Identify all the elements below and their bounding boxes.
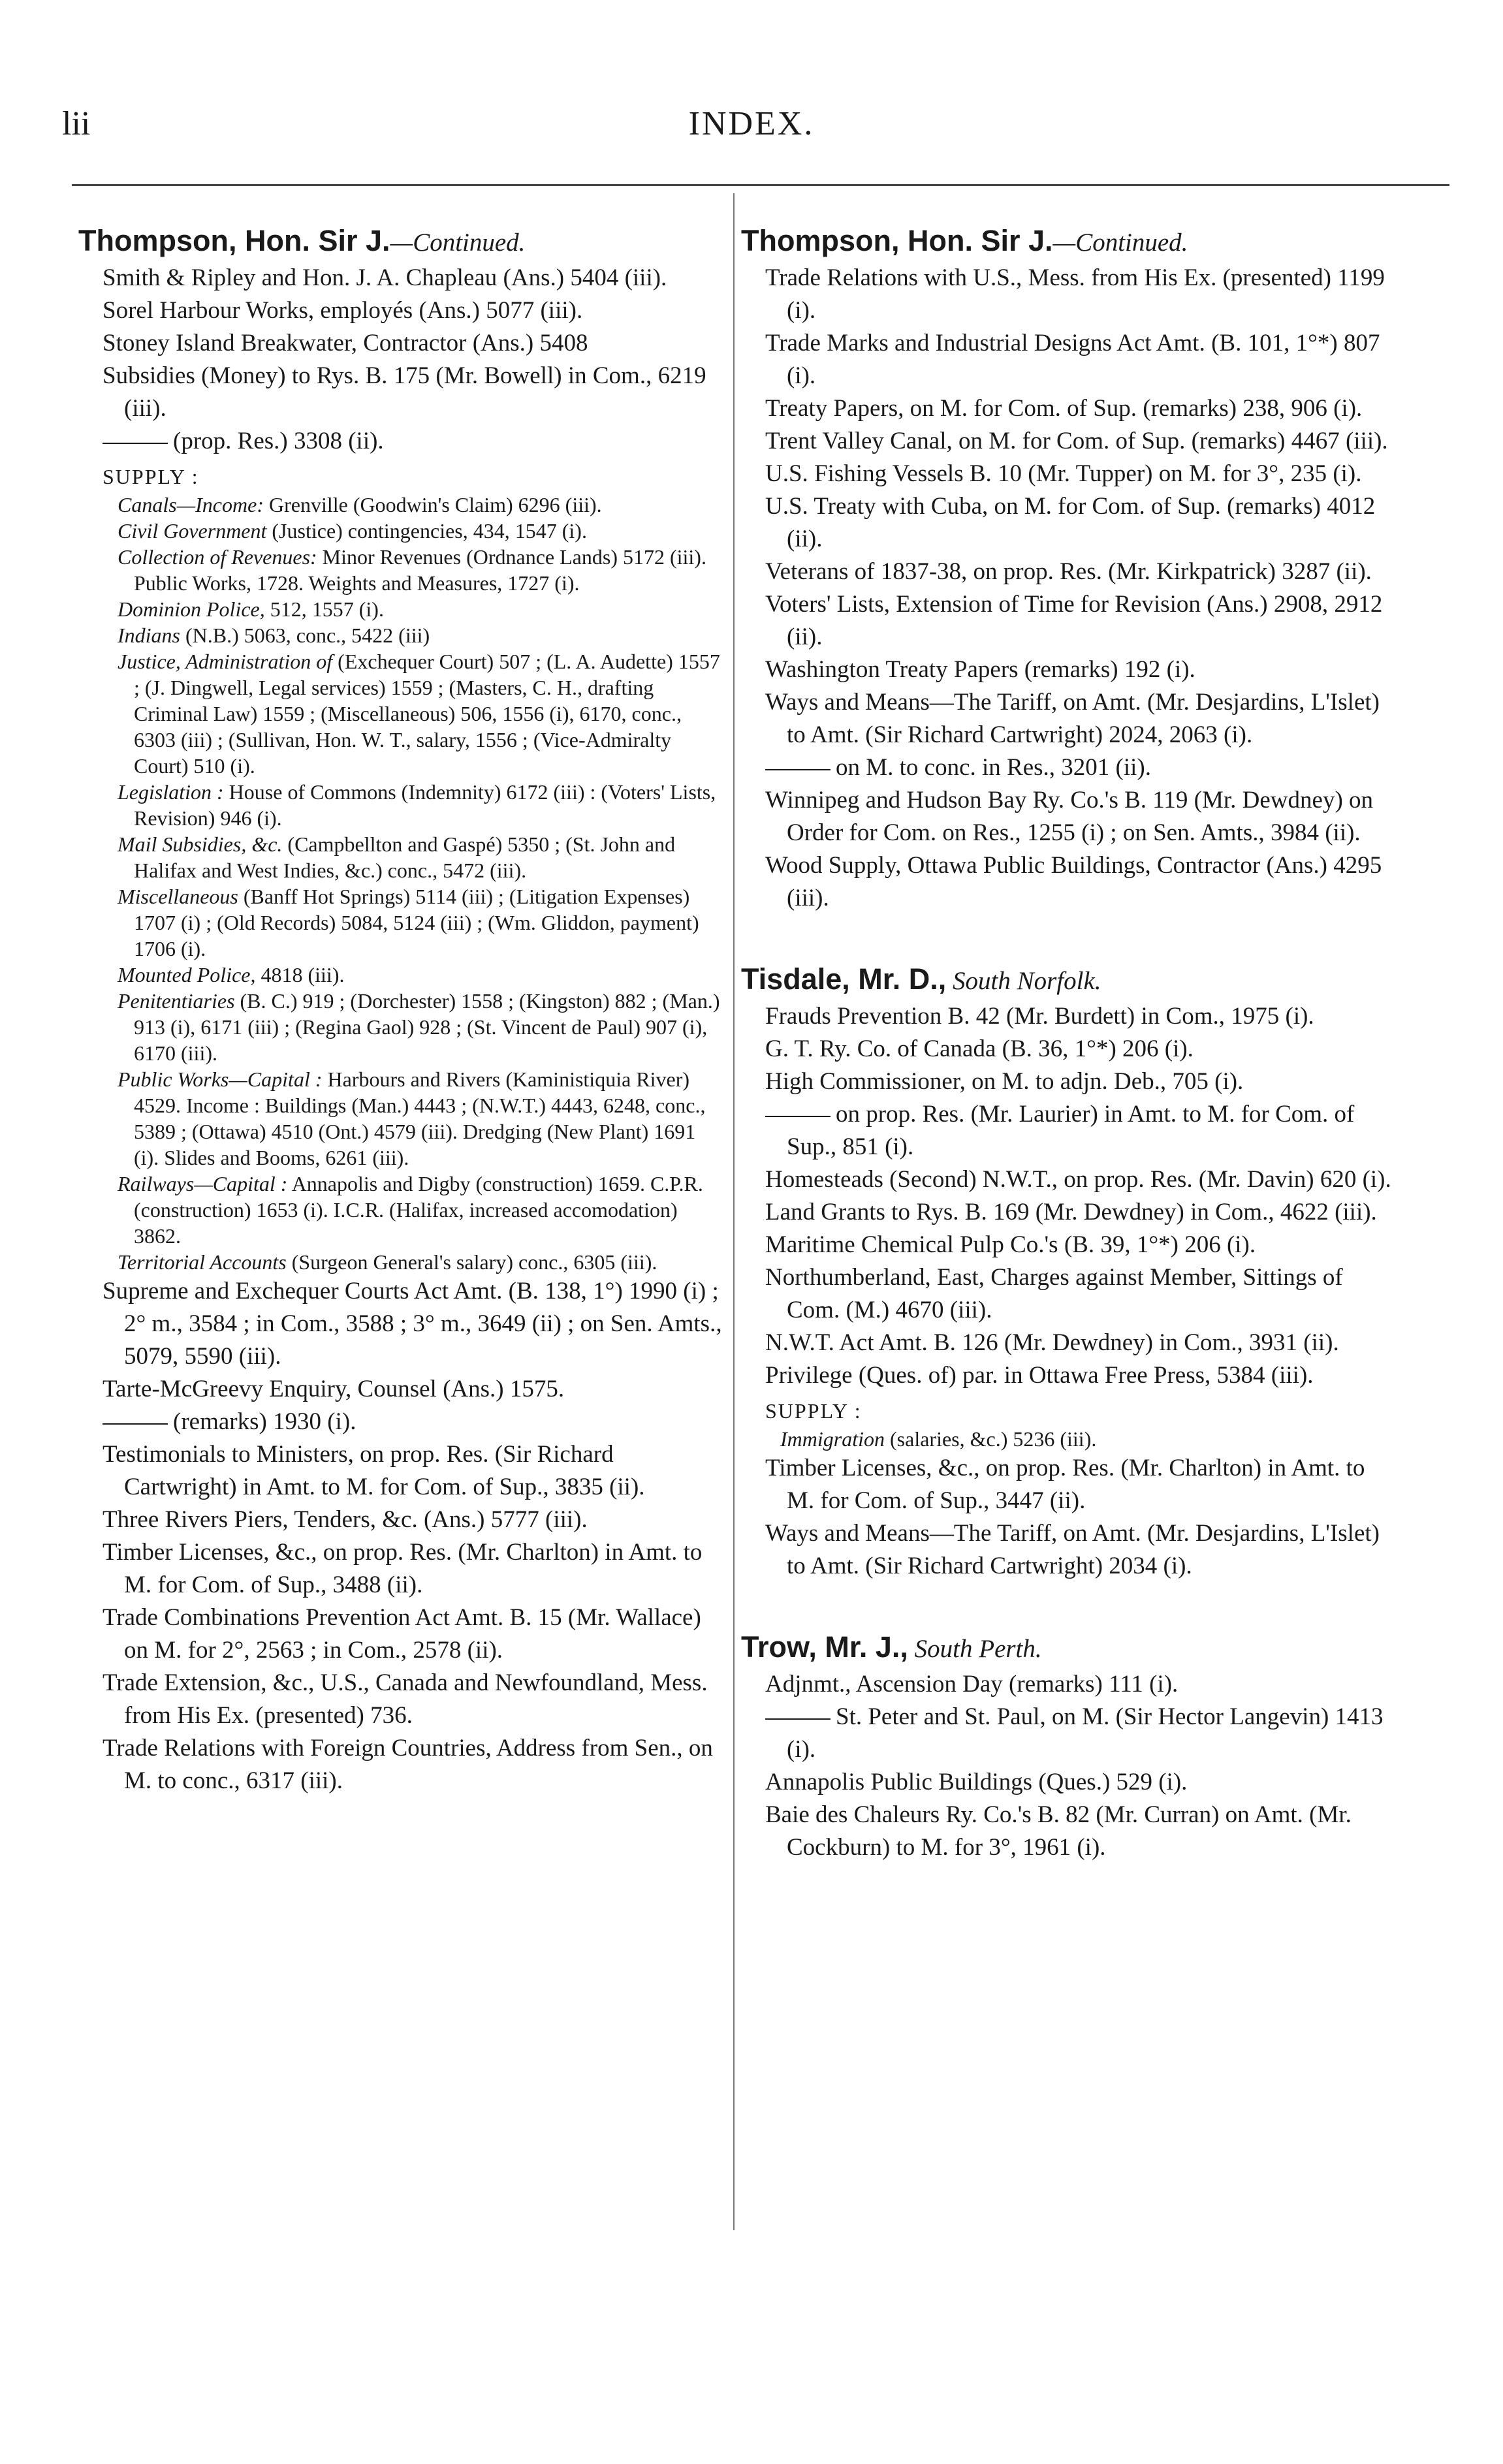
index-entry: Smith & Ripley and Hon. J. A. Chapleau (Ans.) 5404 (iii). [103,264,667,291]
index-entry: Privilege (Ques. of) par. in Ottawa Free Press, 5384 (iii). [765,1362,1314,1389]
supply-topic: Mounted Police, [118,963,256,987]
supply-topic: Miscellaneous [118,885,238,908]
supply-item [78,518,725,544]
index-entry: Homesteads (Second) N.W.T., on prop. Res. (Mr. Davin) 620 (i). [765,1166,1391,1193]
index-entry: Trade Marks and Industrial Designs Act Amt. (B. 101, 1°*) 807 (i). [765,330,1380,389]
running-title: INDEX. [688,105,815,142]
continued-label: —Continued. [1052,229,1188,257]
continued-label: —Continued. [390,229,526,257]
supply-text: (salaries, &c.) 5236 (iii). [885,1427,1097,1451]
index-entry: Adjnmt., Ascension Day (remarks) 111 (i). [765,1671,1179,1698]
supply-text: Annapolis and Digby (construction) 1659. C.P.R. (construction) 1653 (i). I.C.R. (Halifax, increased accomodation) 3862. [134,1172,703,1248]
index-entry: Ways and Means—The Tariff, on Amt. (Mr. Desjardins, L'Islet) to Amt. (Sir Richard Cartwright) 2034 (i). [765,1520,1380,1579]
entry-text: on M. to conc. in Res., 3201 (ii). [836,754,1152,781]
index-entry-ditto [78,425,725,458]
supply-label: SUPPLY : [765,1399,862,1423]
supply-label: SUPPLY : [103,465,199,488]
index-entry: Subsidies (Money) to Rys. B. 175 (Mr. Bowell) in Com., 6219 (iii). [103,362,706,422]
index-entry: Treaty Papers, on M. for Com. of Sup. (remarks) 238, 906 (i). [765,395,1363,422]
index-entry: Timber Licenses, &c., on prop. Res. (Mr. Charlton) in Amt. to M. for Com. of Sup., 3447 (ii). [765,1455,1365,1514]
header-rule [72,184,1449,186]
supply-text: Harbours and Rivers (Kaministiquia River) 4529. Income : Buildings (Man.) 4443 ; (N.W.T.) 4443, 6248, conc., 5389 ; (Ottawa) 4510 (Ont.) 4579 (iii). Dredging (New Plant) 1691 (i). Slides and Booms, 6261 (iii). [134,1067,706,1169]
index-entry: Land Grants to Rys. B. 169 (Mr. Dewdney) in Com., 4622 (iii). [765,1199,1377,1225]
supply-item [78,622,725,648]
index-entry: U.S. Treaty with Cuba, on M. for Com. of Sup. (remarks) 4012 (ii). [765,493,1376,552]
index-entry: Tarte-McGreevy Enquiry, Counsel (Ans.) 1575. [103,1376,565,1402]
supply-text: 512, 1557 (i). [264,597,384,621]
index-entry: Timber Licenses, &c., on prop. Res. (Mr. Charlton) in Amt. to M. for Com. of Sup., 3488 (ii). [103,1539,703,1598]
supply-text: Minor Revenues (Ordnance Lands) 5172 (iii). Public Works, 1728. Weights and Measures, 1727 (i). [134,545,706,595]
thompson-block [741,222,1394,915]
supply-text: (Banff Hot Springs) 5114 (iii) ; (Litigation Expenses) 1707 (i) ; (Old Records) 5084, 5124 (iii) ; (Wm. Gliddon, payment) 1706 (i). [134,885,699,960]
member-name: Tisdale, Mr. D., [741,962,947,996]
supply-topic: Collection of Revenues: [118,545,317,569]
index-entry: Maritime Chemical Pulp Co.'s (B. 39, 1°*) 206 (i). [765,1231,1256,1258]
index-entry: High Commissioner, on M. to adjn. Deb., 705 (i). [765,1068,1244,1095]
index-entry-ditto [741,751,1394,784]
constituency-label: South Norfolk. [946,967,1101,995]
supply-item [78,1249,725,1275]
supply-topic: Canals—Income: [118,493,264,516]
supply-text: (Exchequer Court) 507 ; (L. A. Audette) 1557 ; (J. Dingwell, Legal services) 1559 ; (Masters, C. H., drafting Criminal Law) 1559 ; (Miscellaneous) 506, 1556 (i), 6170, conc., 6303 (iii) ; (Sullivan, Hon. W. T., salary, 1556 ; (Vice-Admiralty Court) 510 (i). [134,650,720,778]
index-entry-ditto [78,1406,725,1438]
supply-item [78,648,725,779]
supply-topic: Justice, Administration of [118,650,333,673]
supply-topic: Legislation : [118,780,224,804]
supply-text: (Justice) contingencies, 434, 1547 (i). [266,519,587,543]
block-gap [741,1583,1394,1628]
entry-heading [741,960,1394,1000]
index-entry: Wood Supply, Ottawa Public Buildings, Contractor (Ans.) 4295 (iii). [765,852,1382,911]
supply-item [78,831,725,883]
index-entry: Voters' Lists, Extension of Time for Revision (Ans.) 2908, 2912 (ii). [765,591,1383,650]
supply-item [78,988,725,1066]
index-entry: Testimonials to Ministers, on prop. Res. (Sir Richard Cartwright) in Amt. to M. for Com. of Sup., 3835 (ii). [103,1441,645,1500]
entry-text: (prop. Res.) 3308 (ii). [173,428,384,454]
ditto-dash [765,1116,831,1117]
index-entry: Sorel Harbour Works, employés (Ans.) 5077 (iii). [103,297,583,324]
supply-topic: Public Works—Capital : [118,1067,323,1091]
supply-topic: Dominion Police, [118,597,265,621]
member-name: Trow, Mr. J., [741,1630,908,1664]
index-entry: Washington Treaty Papers (remarks) 192 (i). [765,656,1195,683]
entry-heading [741,222,1394,262]
supply-topic: Civil Government [118,519,267,543]
entry-text: St. Peter and St. Paul, on M. (Sir Hector Langevin) 1413 (i). [787,1703,1384,1763]
supply-item [741,1426,1394,1452]
index-entry: Annapolis Public Buildings (Ques.) 529 (i). [765,1769,1188,1795]
supply-topic: Railways—Capital : [118,1172,288,1195]
supply-topic: Territorial Accounts [118,1250,287,1274]
tisdale-block [741,960,1394,1583]
ditto-dash [765,1718,831,1720]
block-gap [741,915,1394,960]
page-header [0,98,1503,157]
index-entry: Winnipeg and Hudson Bay Ry. Co.'s B. 119 (Mr. Dewdney) on Order for Com. on Res., 1255 (i) ; on Sen. Amts., 3984 (ii). [765,787,1374,846]
index-entry: G. T. Ry. Co. of Canada (B. 36, 1°*) 206 (i). [765,1035,1194,1062]
index-entry: Trade Extension, &c., U.S., Canada and Newfoundland, Mess. from His Ex. (presented) 736. [103,1669,708,1729]
supply-text: (B. C.) 919 ; (Dorchester) 1558 ; (Kingston) 882 ; (Man.) 913 (i), 6171 (iii) ; (Regina Gaol) 928 ; (St. Vincent de Paul) 907 (i), 6170 (iii). [134,989,720,1065]
ditto-dash [103,1423,168,1425]
supply-item [78,596,725,622]
index-entry: Trade Relations with U.S., Mess. from His Ex. (presented) 1199 (i). [765,264,1385,324]
entry-heading [741,1628,1394,1668]
ditto-dash [103,443,168,444]
ditto-dash [765,769,831,770]
index-entry: Ways and Means—The Tariff, on Amt. (Mr. Desjardins, L'Islet) to Amt. (Sir Richard Cartwright) 2024, 2063 (i). [765,689,1380,748]
left-column [78,222,725,1797]
supply-text: House of Commons (Indemnity) 6172 (iii) : (Voters' Lists, Revision) 946 (i). [134,780,716,830]
supply-topic: Immigration [780,1427,885,1451]
index-entry: U.S. Fishing Vessels B. 10 (Mr. Tupper) on M. for 3°, 235 (i). [765,460,1362,487]
index-entry: Veterans of 1837-38, on prop. Res. (Mr. Kirkpatrick) 3287 (ii). [765,558,1372,585]
index-entry: Supreme and Exchequer Courts Act Amt. (B. 138, 1°) 1990 (i) ; 2° m., 3584 ; in Com., 3588 ; 3° m., 3649 (ii) ; on Sen. Amts., 5079, 5590 (iii). [103,1278,722,1370]
supply-item [78,962,725,988]
constituency-label: South Perth. [908,1635,1042,1663]
index-entry: Three Rivers Piers, Tenders, &c. (Ans.) 5777 (iii). [103,1506,588,1533]
index-entry: Baie des Chaleurs Ry. Co.'s B. 82 (Mr. Curran) on Amt. (Mr. Cockburn) to M. for 3°, 1961 (i). [765,1801,1352,1861]
index-entry-ditto [741,1098,1394,1163]
member-name: Thompson, Hon. Sir J. [741,224,1053,257]
index-entry: Trade Relations with Foreign Countries, Address from Sen., on M. to conc., 6317 (iii). [103,1735,713,1794]
index-entry: Frauds Prevention B. 42 (Mr. Burdett) in Com., 1975 (i). [765,1003,1314,1030]
supply-item [78,1171,725,1249]
index-entry: N.W.T. Act Amt. B. 126 (Mr. Dewdney) in Com., 3931 (ii). [765,1329,1339,1356]
entry-heading [78,222,725,262]
right-column [741,222,1394,1864]
supply-item [78,544,725,596]
member-name: Thompson, Hon. Sir J. [78,224,390,257]
supply-item [78,1066,725,1171]
entry-text: (remarks) 1930 (i). [173,1408,356,1435]
column-divider [733,193,735,2230]
supply-text: (N.B.) 5063, conc., 5422 (iii) [180,624,430,647]
supply-text: 4818 (iii). [255,963,345,987]
trow-block [741,1628,1394,1864]
index-entry: Stoney Island Breakwater, Contractor (Ans.) 5408 [103,330,588,356]
index-entry: Trade Combinations Prevention Act Amt. B. 15 (Mr. Wallace) on M. for 2°, 2563 ; in Com., 2578 (ii). [103,1604,701,1664]
index-entry-ditto [741,1701,1394,1766]
page-number: lii [62,105,91,142]
supply-text: (Surgeon General's salary) conc., 6305 (iii). [286,1250,657,1274]
supply-item [78,779,725,831]
supply-topic: Penitentiaries [118,989,235,1013]
supply-text: (Campbellton and Gaspé) 5350 ; (St. John and Halifax and West Indies, &c.) conc., 5472 (iii). [134,832,676,882]
index-entry: Northumberland, East, Charges against Member, Sittings of Com. (M.) 4670 (iii). [765,1264,1343,1323]
supply-topic: Indians [118,624,180,647]
supply-item [78,883,725,962]
supply-item [78,492,725,518]
supply-topic: Mail Subsidies, &c. [118,832,283,856]
supply-text: Grenville (Goodwin's Claim) 6296 (iii). [263,493,602,516]
index-entry: Trent Valley Canal, on M. for Com. of Sup. (remarks) 4467 (iii). [765,428,1388,454]
entry-text: on prop. Res. (Mr. Laurier) in Amt. to M. for Com. of Sup., 851 (i). [787,1101,1355,1160]
